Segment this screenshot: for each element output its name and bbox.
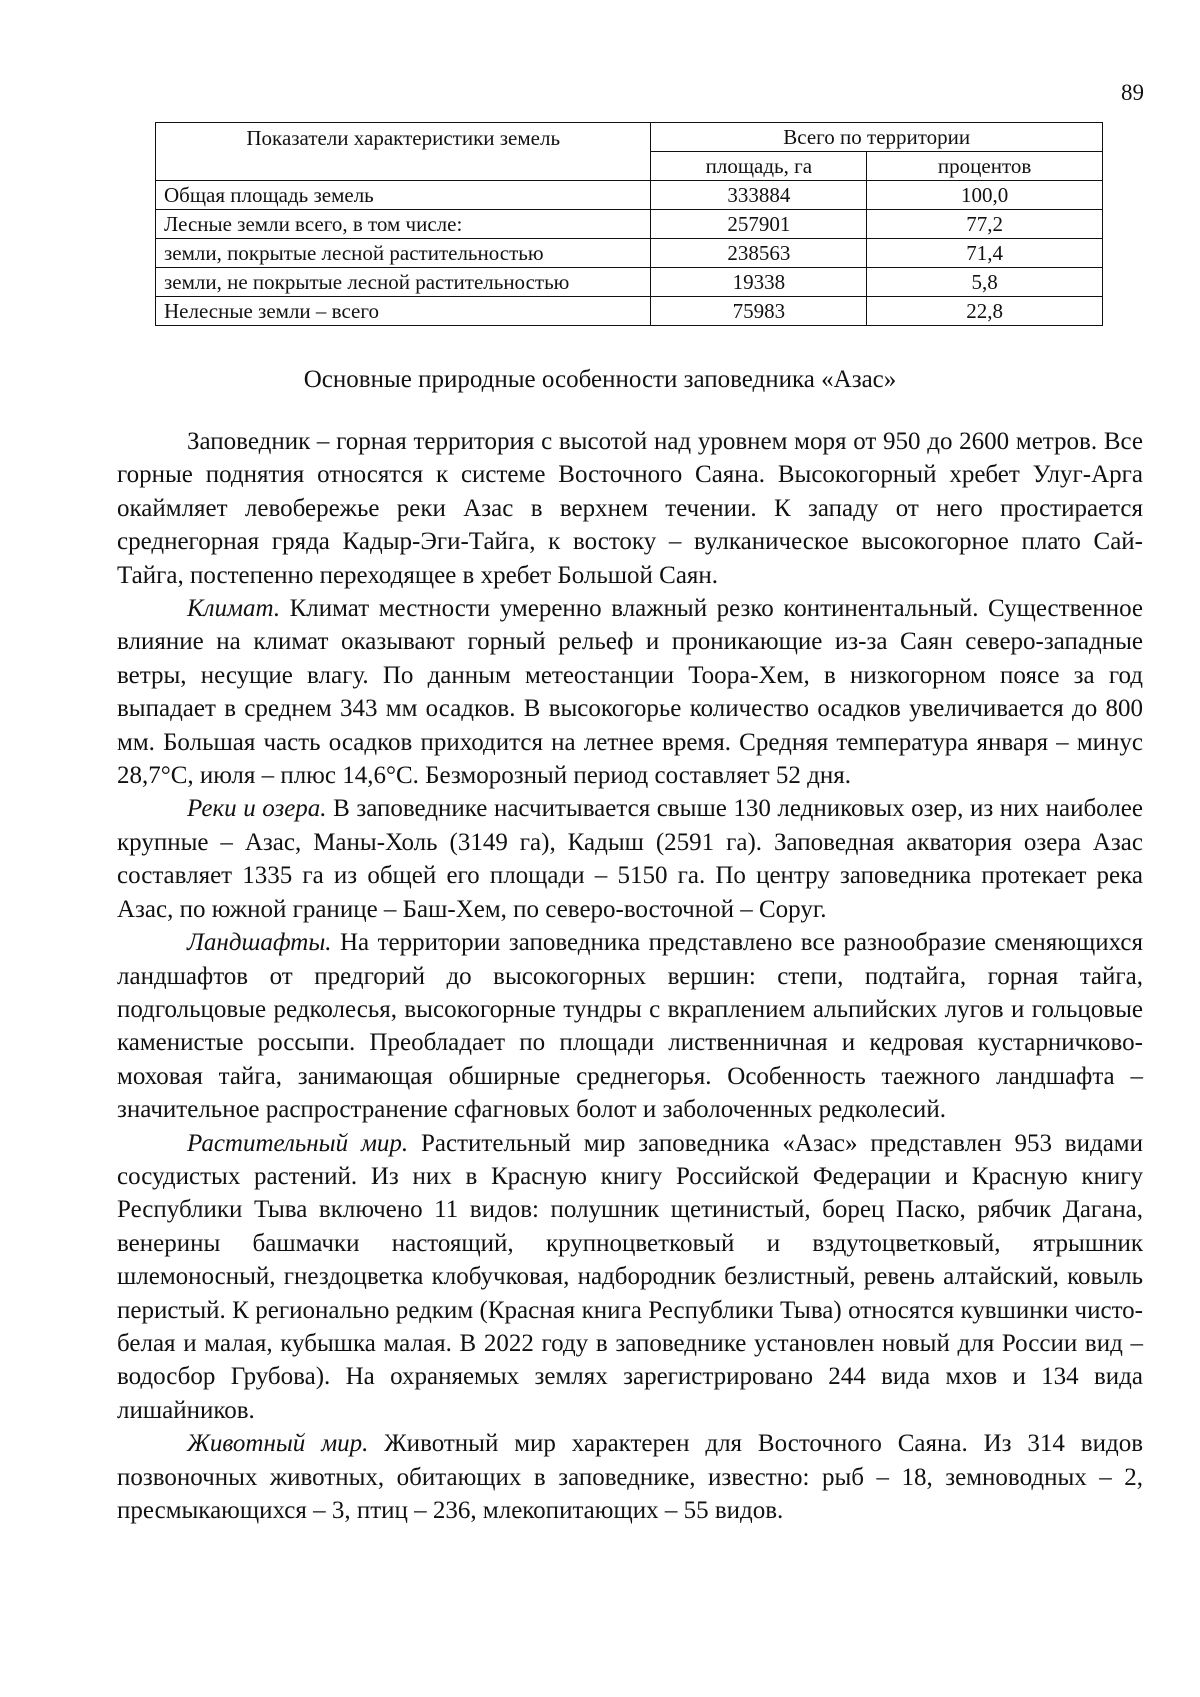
paragraph-rivers-lakes bbox=[117, 792, 1143, 926]
paragraph-flora bbox=[117, 1127, 1143, 1428]
paragraph-text: Растительный мир заповедника «Азас» представлен 953 видами сосудистых растений. Из них в Красную книгу Российской Федерации и Красную книгу Республики Тыва включено 11 видов: полушник щетинистый, борец Паско, рябчик Дагана, венерины башмачки настоящий, крупноцветковый и вздутоцветковый, ятрышник шлемоносный, гнездоцветка клобучковая, надбородник безлистный, ревень алтайский, ковыль перистый. К регионально редким (Красная книга Республики Тыва) относятся кувшинки чисто-белая и малая, кубышка малая. В 2022 году в заповеднике установлен новый для России вид – водосбор Грубова). На охраняемых землях зарегистрировано 244 вида мхов и 134 вида лишайников. bbox=[117, 1129, 1143, 1424]
row-label: Лесные земли всего, в том числе: bbox=[156, 210, 651, 239]
paragraph-landscapes bbox=[117, 926, 1143, 1126]
paragraph-lead: Ландшафты. bbox=[187, 929, 332, 957]
row-percent: 22,8 bbox=[867, 297, 1103, 326]
paragraph-text: Климат местности умеренно влажный резко континентальный. Существенное влияние на климат оказывают горный рельеф и проникающие из-за Саян северо-западные ветры, несущие влагу. По данным метеостанции Тоора-Хем, в низкогорном поясе за год выпадает в среднем 343 мм осадков. В высокогорье количество осадков увеличивается до 800 мм. Большая часть осадков приходится на летнее время. Средняя температура января – минус 28,7°С, июля – плюс 14,6°С. Безморозный период составляет 52 дня. bbox=[117, 595, 1143, 790]
page-number: 89 bbox=[1121, 80, 1144, 105]
row-area: 238563 bbox=[651, 239, 867, 268]
paragraph-lead: Растительный мир. bbox=[187, 1129, 409, 1157]
paragraph-fauna bbox=[117, 1427, 1143, 1527]
table-row bbox=[156, 239, 1103, 268]
row-percent: 5,8 bbox=[867, 268, 1103, 297]
paragraph-text: На территории заповедника представлено все разнообразие сменяющихся ландшафтов от предгорий до высокогорных вершин: степи, подтайга, горная тайга, подгольцовые редколесья, высокогорные тундры с вкраплением альпийских лугов и гольцовые каменистые россыпи. Преобладает по площади лиственничная и кедровая кустарничково-моховая тайга, занимающая обширные среднегорья. Особенность таежного ландшафта – значительное распространение сфагновых болот и заболоченных редколесий. bbox=[117, 929, 1143, 1124]
paragraph-text: Заповедник – горная территория с высотой над уровнем моря от 950 до 2600 метров. Все горные поднятия относятся к системе Восточного Саяна. Высокогорный хребет Улуг-Арга окаймляет левобережье реки Азас в верхнем течении. К западу от него простирается среднегорная гряда Кадыр-Эги-Тайга, к востоку – вулканическое высокогорное плато Сай-Тайга, постепенно переходящее в хребет Большой Саян. bbox=[117, 428, 1143, 589]
table-header-area: площадь, га bbox=[651, 152, 867, 181]
paragraph-lead: Реки и озера. bbox=[187, 795, 327, 823]
row-area: 19338 bbox=[651, 268, 867, 297]
row-label: земли, не покрытые лесной растительностью bbox=[156, 268, 651, 297]
paragraph-text: В заповеднике насчитывается свыше 130 ледниковых озер, из них наиболее крупные – Азас, Маны-Холь (3149 га), Кадыш (2591 га). Заповедная акватория озера Азас составляет 1335 га из общей его площади – 5150 га. По центру заповедника протекает река Азас, по южной границе – Баш-Хем, по северо-восточной – Соруг. bbox=[117, 795, 1144, 923]
table-row bbox=[156, 297, 1103, 326]
row-percent: 71,4 bbox=[867, 239, 1103, 268]
table-header-indicators: Показатели характеристики земель bbox=[156, 123, 651, 181]
row-area: 75983 bbox=[651, 297, 867, 326]
table-row bbox=[156, 268, 1103, 297]
table-header-percent: процентов bbox=[867, 152, 1103, 181]
table-header-row bbox=[156, 123, 1103, 152]
row-area: 257901 bbox=[651, 210, 867, 239]
paragraph-lead: Животный мир. bbox=[187, 1430, 369, 1458]
table-row bbox=[156, 181, 1103, 210]
land-characteristics-table bbox=[155, 122, 1103, 326]
row-label: Нелесные земли – всего bbox=[156, 297, 651, 326]
row-label: Общая площадь земель bbox=[156, 181, 651, 210]
row-label: земли, покрытые лесной растительностью bbox=[156, 239, 651, 268]
row-percent: 77,2 bbox=[867, 210, 1103, 239]
paragraph-lead: Климат. bbox=[187, 595, 281, 623]
paragraph-text: Животный мир характерен для Восточного Саяна. Из 314 видов позвоночных животных, обитающих в заповеднике, известно: рыб – 18, земноводных – 2, пресмыкающихся – 3, птиц – 236, млекопитающих – 55 видов. bbox=[117, 1430, 1143, 1524]
row-area: 333884 bbox=[651, 181, 867, 210]
paragraph-intro bbox=[117, 425, 1143, 592]
paragraph-climate bbox=[117, 592, 1143, 792]
row-percent: 100,0 bbox=[867, 181, 1103, 210]
section-title: Основные природные особенности заповедника «Азас» bbox=[303, 366, 897, 393]
body-text bbox=[117, 425, 1143, 1527]
table-row bbox=[156, 210, 1103, 239]
table-header-total: Всего по территории bbox=[651, 123, 1103, 152]
